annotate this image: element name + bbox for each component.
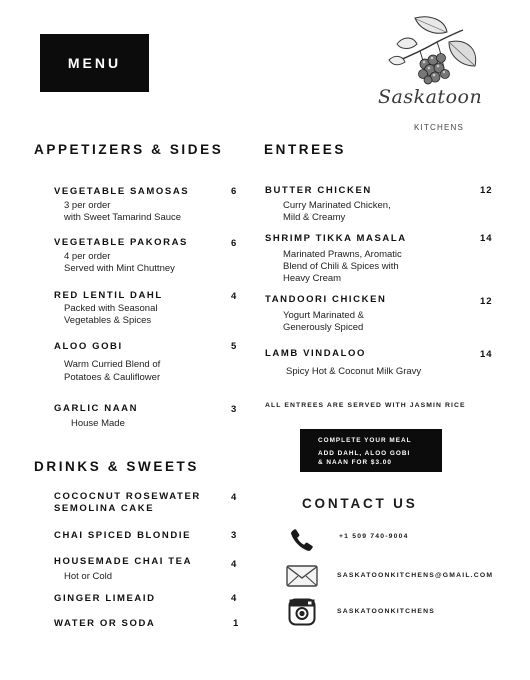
phone-icon	[289, 527, 315, 553]
drinks-title: DRINKS & SWEETS	[34, 459, 200, 474]
entrees-note: ALL ENTREES ARE SERVED WITH JASMIN RICE	[265, 402, 466, 409]
item-name: ALOO GOBI	[54, 341, 123, 352]
item-description: Marinated Prawns, Aromatic	[283, 249, 402, 260]
item-description: Spicy Hot & Coconut Milk Gravy	[286, 366, 422, 377]
item-description: Curry Marinated Chicken,	[283, 200, 391, 211]
item-name: SHRIMP TIKKA MASALA	[265, 233, 407, 244]
mail-icon	[286, 565, 318, 587]
item-name: BUTTER CHICKEN	[265, 185, 372, 196]
item-price: 1	[233, 618, 240, 629]
promo-box	[300, 429, 442, 472]
item-name: WATER OR SODA	[54, 618, 156, 629]
item-price: 4	[231, 559, 238, 570]
item-description: Warm Curried Blend of	[64, 359, 161, 370]
item-description: Mild & Creamy	[283, 212, 346, 223]
contact-title: CONTACT US	[302, 496, 418, 511]
promo-text: ADD DAHL, ALOO GOBI	[318, 450, 411, 457]
logo-name: Saskatoon	[378, 86, 483, 108]
saskatoon-berry-logo-icon	[375, 14, 485, 138]
item-description: 4 per order	[64, 251, 111, 262]
item-price: 4	[231, 593, 238, 604]
item-name: VEGETABLE PAKORAS	[54, 237, 188, 248]
item-price: 12	[480, 185, 493, 196]
item-name: RED LENTIL DAHL	[54, 290, 163, 301]
promo-text: & NAAN FOR $3.00	[318, 459, 392, 466]
contact-phone[interactable]: +1 509 740-9004	[339, 533, 409, 540]
contact-instagram[interactable]: SASKATOONKITCHENS	[337, 608, 435, 615]
item-price: 4	[231, 291, 238, 302]
item-price: 3	[231, 530, 238, 541]
item-name: COCOCNUT ROSEWATER	[54, 491, 201, 502]
item-description: 3 per order	[64, 200, 111, 211]
item-name: GINGER LIMEAID	[54, 593, 156, 604]
entrees-title: ENTREES	[264, 142, 346, 157]
item-price: 6	[231, 186, 238, 197]
item-description: Served with Mint Chuttney	[64, 263, 175, 274]
item-name: TANDOORI CHICKEN	[265, 294, 387, 305]
item-price: 14	[480, 233, 493, 244]
logo-subtitle: KITCHENS	[414, 123, 465, 132]
appetizers-title: APPETIZERS & SIDES	[34, 142, 224, 157]
item-description: Blend of Chili & Spices with	[283, 261, 399, 272]
item-price: 14	[480, 349, 493, 360]
item-price: 5	[231, 341, 238, 352]
item-description: with Sweet Tamarind Sauce	[64, 212, 182, 223]
item-name: HOUSEMADE CHAI TEA	[54, 556, 193, 567]
item-description: House Made	[71, 418, 125, 429]
item-description: Packed with Seasonal	[64, 303, 158, 314]
item-price: 6	[231, 238, 238, 249]
item-description: Potatoes & Cauliflower	[64, 372, 161, 383]
item-name: LAMB VINDALOO	[265, 348, 367, 359]
item-name: SEMOLINA CAKE	[54, 503, 155, 514]
item-name: VEGETABLE SAMOSAS	[54, 186, 190, 197]
item-price: 12	[480, 296, 493, 307]
contact-email[interactable]: SASKATOONKITCHENS@GMAIL.COM	[337, 572, 494, 579]
item-description: Yogurt Marinated &	[283, 310, 364, 321]
item-description: Vegetables & Spices	[64, 315, 152, 326]
item-price: 3	[231, 404, 238, 415]
item-name: CHAI SPICED BLONDIE	[54, 530, 192, 541]
item-description: Heavy Cream	[283, 273, 342, 284]
item-description: Generously Spiced	[283, 322, 364, 333]
item-description: Hot or Cold	[64, 571, 113, 582]
menu-badge	[40, 34, 149, 92]
promo-heading: COMPLETE YOUR MEAL	[318, 437, 412, 444]
item-price: 4	[231, 492, 238, 503]
instagram-icon	[288, 598, 316, 626]
menu-label: MENU	[67, 55, 122, 71]
item-name: GARLIC NAAN	[54, 403, 139, 414]
